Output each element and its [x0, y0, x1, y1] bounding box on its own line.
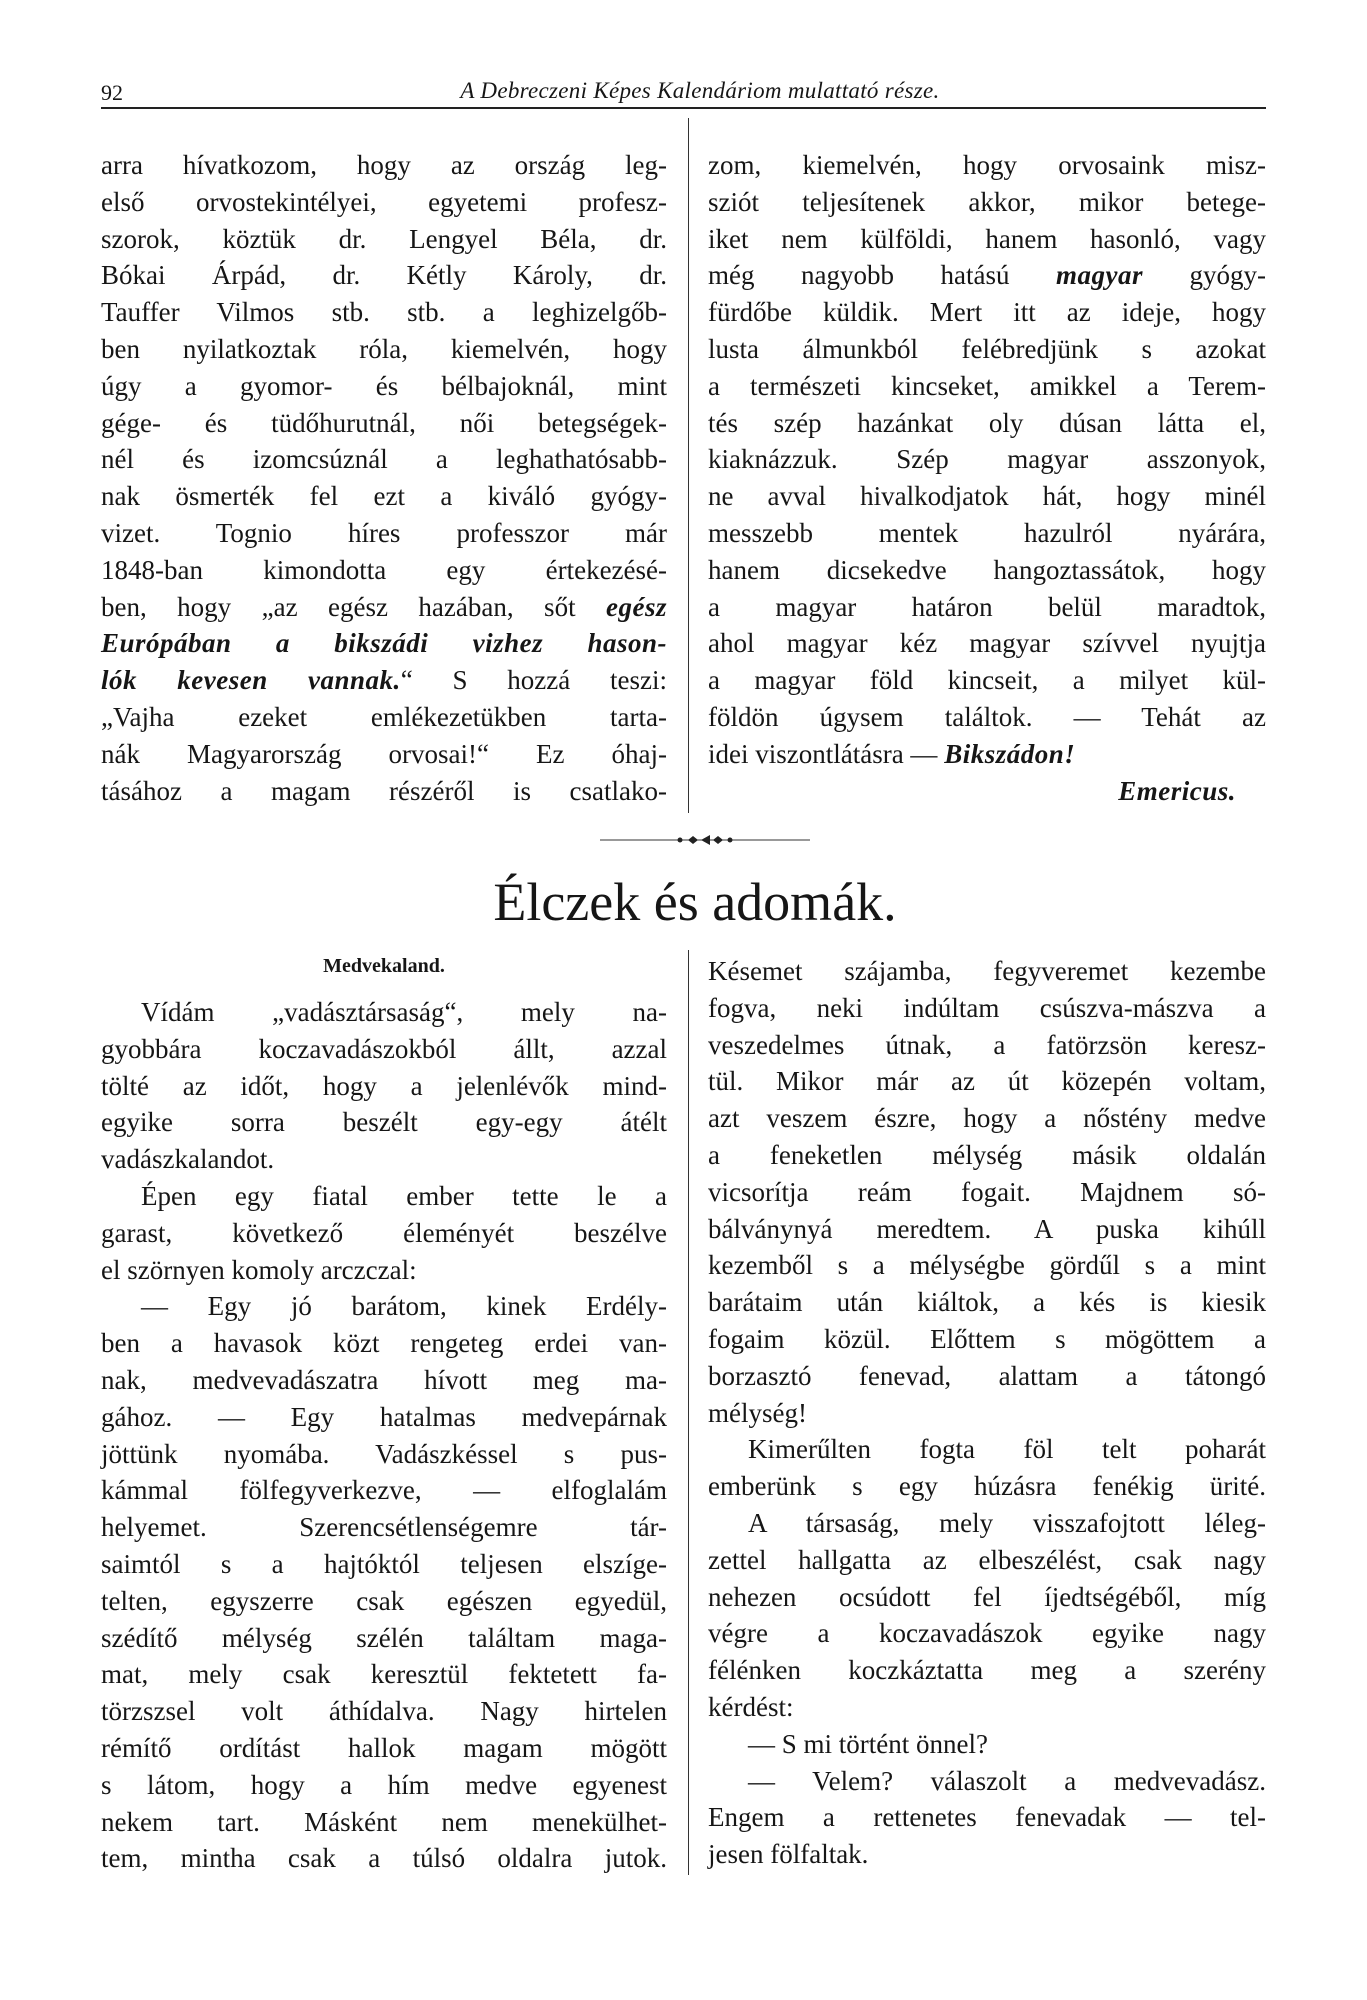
- text-line: [708, 1395, 1266, 1432]
- text-segment: földön úgysem találtok. — Tehát az: [708, 701, 1266, 732]
- text-segment: 1848-ban kimondotta egy értekezésé-: [101, 554, 667, 585]
- italic-text: Európában a bikszádi vizhez hason-: [101, 628, 667, 659]
- text-line: [101, 662, 667, 699]
- text-line: [101, 625, 667, 662]
- text-segment: azt veszem észre, hogy a nőstény medve: [708, 1103, 1266, 1134]
- text-line: [708, 1652, 1266, 1689]
- text-segment: arra hívatkozom, hogy az ország leg-: [101, 150, 667, 180]
- ornament-divider: [600, 830, 810, 850]
- text-segment: egyike sorra beszélt egy-egy átélt: [101, 1107, 667, 1138]
- text-segment: sziót teljesítenek akkor, mikor betege-: [708, 186, 1266, 217]
- text-segment: “ S hozzá teszi:: [400, 665, 667, 696]
- text-segment: Bókai Árpád, dr. Kétly Károly, dr.: [101, 260, 667, 291]
- text-segment: — Egy jó barátom, kinek Erdély-: [141, 1291, 667, 1322]
- text-line: [101, 994, 667, 1031]
- text-line: [101, 773, 667, 810]
- text-line: [708, 1321, 1266, 1358]
- text-segment: vicsorítja reám fogait. Majdnem só-: [708, 1176, 1266, 1207]
- text-segment: ben, hogy „az egész hazában, sőt: [101, 591, 607, 622]
- text-segment: lusta álmunkból felébredjünk s azokat: [708, 333, 1266, 364]
- text-segment: garast, következő éleményét beszélve: [101, 1217, 667, 1248]
- text-line: [708, 441, 1266, 478]
- text-segment: messzebb mentek hazulról nyárára,: [708, 517, 1266, 548]
- text-line: [708, 1505, 1266, 1542]
- text-segment: helyemet. Szerencsétlenségemre tár-: [101, 1512, 667, 1543]
- text-segment: A társaság, mely visszafojtott léleg-: [748, 1507, 1266, 1538]
- text-segment: tölté az időt, hogy a jelenlévők mind-: [101, 1070, 667, 1101]
- text-segment: jöttünk nyomába. Vadászkéssel s pus-: [101, 1438, 667, 1469]
- italic-text: lók kevesen vannak.: [101, 665, 401, 696]
- text-line: [101, 699, 667, 736]
- text-segment: Késemet szájamba, fegyveremet kezembe: [708, 956, 1266, 986]
- text-segment: hanem dicsekedve hangoztassátok, hogy: [708, 554, 1266, 585]
- text-line: [101, 1472, 667, 1509]
- text-line: [101, 1730, 667, 1767]
- text-segment: Vídám „vadásztársaság“, mely na-: [141, 997, 667, 1027]
- text-line: [101, 331, 667, 368]
- text-segment: Kimerűlten fogta föl telt poharát: [748, 1434, 1266, 1465]
- text-segment: nél és izomcsúznál a leghathatósabb-: [101, 444, 667, 475]
- text-line: [101, 1288, 667, 1325]
- text-segment: jesen fölfaltak.: [708, 1839, 869, 1870]
- text-segment: tem, mintha csak a túlsó oldalra jutok.: [101, 1843, 667, 1874]
- text-line: [708, 736, 1266, 773]
- text-segment: kámmal fölfegyverkezve, — elfoglalám: [101, 1475, 667, 1506]
- text-segment: szorok, köztük dr. Lengyel Béla, dr.: [101, 223, 667, 254]
- signature-line: [708, 773, 1266, 810]
- text-line: [101, 1693, 667, 1730]
- text-line: [708, 625, 1266, 662]
- text-line: [708, 184, 1266, 221]
- text-line: [101, 1656, 667, 1693]
- text-line: [101, 1325, 667, 1362]
- text-segment: a feneketlen mélység másik oldalán: [708, 1139, 1266, 1170]
- text-line: [708, 1247, 1266, 1284]
- italic-text: Bikszádon!: [944, 738, 1076, 769]
- text-segment: veszedelmes útnak, a fatörzsön keresz-: [708, 1029, 1266, 1060]
- text-segment: ahol magyar kéz magyar szívvel nyujtja: [708, 628, 1266, 659]
- text-line: [101, 1215, 667, 1252]
- text-line: [708, 478, 1266, 515]
- text-line: [708, 1799, 1266, 1836]
- text-segment: ne avval hivalkodjatok hát, hogy minél: [708, 481, 1266, 512]
- text-segment: gyobbára koczavadászokból állt, azzal: [101, 1033, 667, 1064]
- text-line: [708, 1358, 1266, 1395]
- text-line: [101, 184, 667, 221]
- text-segment: Tauffer Vilmos stb. stb. a leghizelgőb-: [101, 297, 667, 328]
- text-line: [708, 1542, 1266, 1579]
- text-segment: saimtól s a hajtóktól teljesen elszíge-: [101, 1548, 667, 1579]
- text-line: [101, 1362, 667, 1399]
- text-line: [101, 1252, 667, 1289]
- text-segment: nak, medvevadászatra hívott meg ma-: [101, 1364, 667, 1395]
- text-line: [101, 515, 667, 552]
- italic-text: Emericus.: [1118, 775, 1236, 806]
- text-segment: úgy a gyomor- és bélbajoknál, mint: [101, 370, 667, 401]
- text-segment: tásához a magam részéről is csatlako-: [101, 775, 667, 806]
- text-segment: zom, kiemelvén, hogy orvosaink misz-: [708, 150, 1266, 180]
- text-segment: fogaim közül. Előttem s mögöttem a: [708, 1323, 1266, 1354]
- text-segment: mélység!: [708, 1397, 807, 1428]
- text-line: [101, 1104, 667, 1141]
- text-segment: nák Magyarország orvosai!“ Ez óhaj-: [101, 738, 667, 769]
- text-line: [101, 147, 667, 184]
- text-segment: Engem a rettenetes fenevadak — tel-: [708, 1802, 1266, 1833]
- text-segment: idei viszontlátásra —: [708, 738, 945, 769]
- text-line: [101, 1031, 667, 1068]
- story-title: Medvekaland.: [323, 955, 445, 977]
- text-line: [708, 515, 1266, 552]
- text-line: [101, 257, 667, 294]
- text-line: [101, 368, 667, 405]
- text-segment: fürdőbe küldik. Mert itt az ideje, hogy: [708, 297, 1266, 328]
- text-line: [708, 1726, 1266, 1763]
- column-divider-bottom: [688, 950, 689, 1875]
- text-segment: kiaknázzuk. Szép magyar asszonyok,: [708, 444, 1266, 475]
- text-segment: törzszsel volt áthídalva. Nagy hirtelen: [101, 1696, 667, 1727]
- text-line: [101, 589, 667, 626]
- text-line: [101, 1399, 667, 1436]
- text-segment: mat, mely csak keresztül fektetett fa-: [101, 1659, 667, 1690]
- text-segment: „Vajha ezeket emlékezetükben tarta-: [101, 701, 667, 732]
- article-right-column: [708, 147, 1266, 809]
- text-line: [101, 1141, 667, 1178]
- text-segment: ben nyilatkoztak róla, kiemelvén, hogy: [101, 333, 667, 364]
- text-line: [708, 1137, 1266, 1174]
- italic-text: magyar: [1055, 260, 1143, 291]
- text-line: [101, 552, 667, 589]
- text-segment: fogva, neki indúltam csúszva-mászva a: [708, 992, 1266, 1023]
- text-line: [101, 1509, 667, 1546]
- text-line: [708, 1174, 1266, 1211]
- story-right-column: [708, 953, 1266, 1873]
- text-segment: végre a koczavadászok egyike nagy: [708, 1618, 1266, 1649]
- text-line: [101, 1178, 667, 1215]
- text-segment: gége- és tüdőhurutnál, női betegségek-: [101, 407, 667, 438]
- text-segment: tül. Mikor már az út közepén voltam,: [708, 1066, 1266, 1097]
- text-line: [708, 1836, 1266, 1873]
- text-line: [708, 1100, 1266, 1137]
- text-line: [708, 405, 1266, 442]
- text-segment: vadászkalandot.: [101, 1144, 275, 1175]
- text-line: [708, 1615, 1266, 1652]
- text-segment: s látom, hogy a hím medve egyenest: [101, 1769, 667, 1800]
- text-line: [101, 1767, 667, 1804]
- text-segment: iket nem külföldi, hanem hasonló, vagy: [708, 223, 1266, 254]
- text-segment: a természeti kincseket, amikkel a Terem-: [708, 370, 1266, 401]
- text-segment: ben a havasok közt rengeteg erdei van-: [101, 1328, 667, 1359]
- text-line: [708, 1468, 1266, 1505]
- text-segment: félénken koczkáztatta meg a szerény: [708, 1655, 1266, 1686]
- text-line: [708, 1063, 1266, 1100]
- text-line: [708, 147, 1266, 184]
- article-left-column: [101, 147, 667, 809]
- italic-text: egész: [606, 591, 667, 622]
- text-line: [708, 331, 1266, 368]
- running-title: A Debreczeni Képes Kalendáriom mulattató része.: [460, 78, 940, 103]
- text-line: [708, 1431, 1266, 1468]
- text-segment: telten, egyszerre csak egészen egyedül,: [101, 1585, 667, 1616]
- text-line: [708, 589, 1266, 626]
- text-line: [101, 736, 667, 773]
- text-line: [708, 1211, 1266, 1248]
- text-line: [101, 294, 667, 331]
- text-line: [708, 953, 1266, 990]
- text-line: [708, 552, 1266, 589]
- text-line: [708, 1579, 1266, 1616]
- text-segment: tés szép hazánkat oly dúsan látta el,: [708, 407, 1266, 438]
- text-line: [708, 1763, 1266, 1800]
- header-rule: [101, 107, 1266, 109]
- text-segment: kérdést:: [708, 1691, 794, 1722]
- text-segment: nekem tart. Másként nem menekülhet-: [101, 1806, 667, 1837]
- text-line: [101, 478, 667, 515]
- text-segment: rémítő ordítást hallok magam mögött: [101, 1732, 667, 1763]
- text-line: [101, 1804, 667, 1841]
- text-segment: barátaim után kiáltok, a kés is kiesik: [708, 1287, 1266, 1318]
- story-left-column: [101, 994, 667, 1877]
- text-segment: el szörnyen komoly arczczal:: [101, 1254, 417, 1285]
- text-segment: nak ösmerték fel ezt a kiváló gyógy-: [101, 481, 667, 512]
- text-line: [101, 221, 667, 258]
- text-line: [708, 368, 1266, 405]
- text-line: [101, 1068, 667, 1105]
- text-segment: borzasztó fenevad, alattam a tátongó: [708, 1360, 1266, 1391]
- text-line: [101, 405, 667, 442]
- text-segment: gyógy-: [1142, 260, 1266, 291]
- text-line: [101, 441, 667, 478]
- text-segment: — Velem? válaszolt a medvevadász.: [748, 1765, 1266, 1796]
- text-segment: nehezen ocsúdott fel íjedtségéből, míg: [708, 1581, 1266, 1612]
- text-segment: Épen egy fiatal ember tette le a: [141, 1180, 667, 1211]
- text-line: [708, 257, 1266, 294]
- text-line: [101, 1840, 667, 1877]
- text-line: [708, 1284, 1266, 1321]
- section-title: Élczek és adomák.: [493, 872, 897, 932]
- text-line: [708, 990, 1266, 1027]
- page-number: 92: [101, 80, 123, 105]
- text-line: [101, 1546, 667, 1583]
- text-segment: bálványnyá meredtem. A puska kihúll: [708, 1213, 1266, 1244]
- text-segment: zettel hallgatta az elbeszélést, csak nagy: [708, 1544, 1266, 1575]
- text-line: [101, 1620, 667, 1657]
- text-segment: a magyar határon belül maradtok,: [708, 591, 1266, 622]
- text-segment: a magyar föld kincseit, a milyet kül-: [708, 665, 1266, 696]
- text-line: [708, 221, 1266, 258]
- text-line: [708, 294, 1266, 331]
- text-line: [708, 1027, 1266, 1064]
- text-line: [101, 1436, 667, 1473]
- text-line: [708, 699, 1266, 736]
- text-segment: első orvostekintélyei, egyetemi profesz-: [101, 186, 667, 217]
- text-segment: még nagyobb hatású: [708, 260, 1056, 291]
- text-line: [708, 662, 1266, 699]
- text-segment: vizet. Tognio híres professzor már: [101, 517, 667, 548]
- text-segment: — S mi történt önnel?: [748, 1728, 988, 1759]
- text-segment: gához. — Egy hatalmas medvepárnak: [101, 1401, 667, 1432]
- text-line: [708, 1689, 1266, 1726]
- text-segment: kezemből s a mélységbe gördűl s a mint: [708, 1250, 1266, 1281]
- text-line: [101, 1583, 667, 1620]
- column-divider-top: [688, 118, 689, 813]
- text-segment: emberünk s egy húzásra fenékig ürité.: [708, 1471, 1266, 1502]
- text-segment: szédítő mélység szélén találtam maga-: [101, 1622, 667, 1653]
